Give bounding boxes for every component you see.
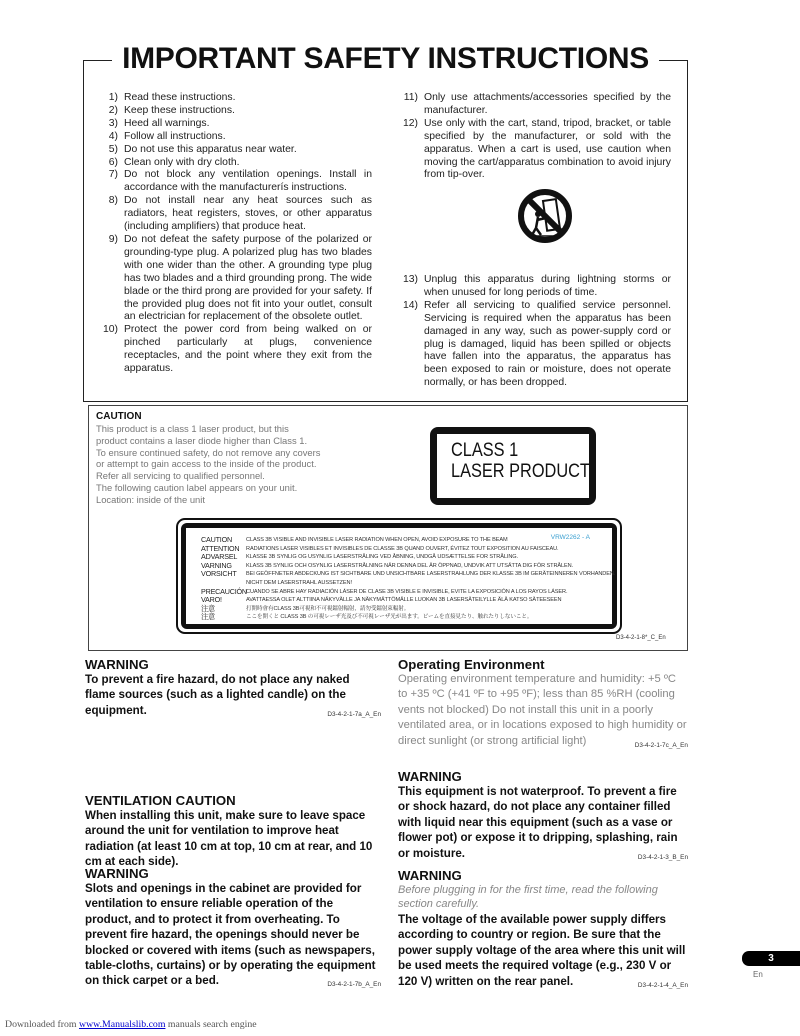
laser-caution-label	[176, 518, 622, 634]
label-language: 注意	[201, 603, 215, 613]
instruction-text: Do not use this apparatus near water.	[124, 143, 297, 155]
warning-water-body: This equipment is not waterproof. To prevent a fire or shock hazard, do not place any container filled with liquid near this equipment (such as a vase or flower pot) or expose it to dripping, splashing, rain or moisture. D3-4-2-1-3_B_En	[398, 784, 688, 865]
reference-code: D3-4-2-1-3_B_En	[637, 853, 688, 861]
instruction-number: 1)	[108, 92, 118, 103]
instruction-item	[398, 300, 671, 390]
label-language: ADVARSEL	[201, 552, 238, 562]
label-row	[201, 536, 606, 545]
instruction-text: Heed all warnings.	[124, 117, 210, 129]
instruction-text: Read these instructions.	[124, 92, 236, 103]
label-message: BEI GEÖFFNETER ABDECKUNG IST SICHTBARE UND UNSICHTBARE LASERSTRAHLUNG DER KLASSE 3B IM GERÄTEINNEREN VORHANDEN.	[246, 571, 616, 578]
instruction-item	[98, 92, 372, 105]
warning-voltage-body: The voltage of the available power supply differs according to country or region. Be sure that the power supply voltage of the area where this unit will be used meets the required voltage (e.g., 230 V or 120 V) written on the rear panel. D3-4-2-1-4_A_En	[398, 912, 688, 993]
instruction-number: 13)	[402, 274, 418, 285]
instruction-text: Do not install near any heat sources such as radiators, heat registers, stoves, or other apparatus (including amplifiers) that produce heat.	[124, 195, 372, 233]
class-1-laser-product-label: CLASS 1 LASER PRODUCT	[430, 427, 596, 505]
label-message: ここを開くと CLASS 3B の可視レーザ光及び不可視レーザ光が出ます。ビームを直接見たり、触れたりしないこと。	[246, 614, 533, 621]
instruction-number: 7)	[108, 169, 118, 181]
instruction-item	[98, 144, 372, 157]
instruction-number: 2)	[108, 104, 118, 116]
instruction-text: Use only with the cart, stand, tripod, bracket, or table specified by the manufacturer, or sold with the apparatus. When a cart is used, use caution when moving the cart/apparatus combination to avoid injury from tip-over.	[424, 117, 671, 181]
label-message: CLASS 3B VISIBLE AND INVISIBLE LASER RADIATION WHEN OPEN, AVOID EXPOSURE TO THE BEAM	[246, 537, 508, 543]
instruction-number: 14)	[402, 299, 418, 311]
ventilation-caution-heading: VENTILATION CAUTION	[85, 793, 236, 808]
reference-code: D3-4-2-1-8*_C_En	[616, 635, 666, 641]
warning-fire-heading: WARNING	[85, 657, 149, 672]
reference-code: D3-4-2-1-7a_A_En	[327, 710, 381, 718]
instruction-item	[98, 105, 372, 118]
instruction-text: Refer all servicing to qualified service personnel. Servicing is required when the apparatus has been damaged in any way, such as power-supply cord or plug is damaged, liquid has been spilled or objects have fallen into the apparatus, the apparatus has been exposed to rain or moisture, does not operate normally, or has been dropped.	[424, 299, 671, 389]
label-row	[201, 562, 606, 571]
instruction-number: 5)	[108, 143, 118, 155]
instruction-text: Protect the power cord from being walked on or pinched particularly at plugs, convenience receptacles, and the point where they exit from the apparatus.	[124, 324, 372, 375]
label-message: 打開時會有CLASS 3B可視和不可視鐳射輻射，請勿受鐳射束輻射。	[246, 605, 410, 612]
label-code: VRW2262 - A	[550, 534, 590, 541]
instruction-item	[398, 118, 671, 183]
reference-code: D3-4-2-1-4_A_En	[637, 981, 688, 989]
instruction-number: 9)	[108, 233, 118, 245]
instruction-number: 4)	[108, 130, 118, 142]
instruction-text: Do not block any ventilation openings. Install in accordance with the manufacturerís instructions.	[124, 169, 372, 194]
manualslib-link[interactable]: www.Manualslib.com	[79, 1019, 166, 1030]
instruction-item	[98, 195, 372, 234]
page-title: IMPORTANT SAFETY INSTRUCTIONS	[83, 42, 688, 76]
instruction-number: 11)	[403, 92, 418, 103]
warning-slots-heading: WARNING	[85, 866, 149, 881]
label-message: AVATTAESSA OLET ALTTIINA NÄKYVÄLLE JA NÄKYMÄTTÖMÄLLE LUOKAN 3B LASERSÄTEILYLLE ÄLÄ KATSO SÄTEESEEN	[246, 597, 562, 604]
label-message: KLASSE 3B SYNLIG OG USYNLIG LASERSTRÅLING VED ÅBNING, UNDGÅ UDSÆTTELSE FOR STRÅLING.	[246, 554, 518, 561]
operating-environment-body: Operating environment temperature and humidity: +5 ºC to +35 ºC (+41 ºF to +95 ºF); less than 85 %RH (cooling vents not blocked) Do not install this unit in a poorly ventilated area, or in locations exposed to high humidity or direct sunlight (or strong artificial light) D3-4-2-1-7c_A_En	[398, 672, 688, 753]
label-row	[201, 553, 606, 562]
footer: Downloaded from www.Manualslib.com manuals search engine	[5, 1019, 257, 1030]
label-language: 注意	[201, 612, 215, 622]
caution-text: This product is a class 1 laser product, but this product contains a laser diode higher than Class 1. To ensure continued safety, do not remove any covers or attempt to gain access to the inside of the product. Refer all servicing to qualified personnel. The following caution label appears on your unit. Location: inside of the unit	[96, 423, 321, 505]
instruction-number: 12)	[402, 117, 418, 129]
instruction-text: Unplug this apparatus during lightning storms or when unused for long periods of time.	[424, 274, 671, 298]
instruction-item	[98, 234, 372, 324]
label-row	[201, 579, 606, 588]
instruction-item	[98, 324, 372, 376]
label-language: CAUTION	[201, 535, 232, 544]
label-message: NICHT DEM LASERSTRAHL AUSSETZEN!	[246, 579, 352, 586]
instruction-number: 6)	[108, 156, 118, 168]
reference-code: D3-4-2-1-7b_A_En	[327, 981, 381, 989]
instruction-number: 8)	[108, 195, 118, 207]
instruction-text: Only use attachments/accessories specified by the manufacturer.	[424, 92, 671, 116]
label-message: RADIATIONS LASER VISIBLES ET INVISIBLES DE CLASSE 3B QUAND OUVERT, ÉVITEZ TOUT EXPOSITION AU FAISCEAU.	[246, 545, 559, 552]
instruction-text: Clean only with dry cloth.	[124, 156, 240, 168]
label-row	[201, 605, 606, 614]
instruction-text: Keep these instructions.	[124, 104, 235, 116]
instructions-list-right-bottom	[398, 274, 671, 390]
label-language: PRECAUCIÓN	[201, 586, 247, 596]
instruction-text: Do not defeat the safety purpose of the polarized or grounding-type plug. A polarized plug has two blades with one wider than the other. A grounding type plug has two blades and a third grounding prong. The wide blade or the third prong are provided for your safety. If the provided plug does not fit into your outlet, consult an electrician for replacement of the obsolete outlet.	[124, 233, 372, 323]
instructions-list-right-top	[398, 92, 671, 182]
instruction-number: 10)	[102, 324, 118, 336]
label-rows	[201, 535, 616, 622]
instruction-text: Follow all instructions.	[124, 130, 226, 142]
operating-environment-heading: Operating Environment	[398, 657, 545, 672]
warning-slots-body: Slots and openings in the cabinet are provided for ventilation to ensure reliable operation of the product, and to protect it from overheating. To prevent fire hazard, the openings should never be blocked or covered with items (such as newspapers, table-cloths, curtains) or by operating the equipment on thick carpet or a bed. D3-4-2-1-7b_A_En	[85, 881, 381, 993]
warning-water-heading: WARNING	[398, 769, 462, 784]
label-language: VARO!	[201, 595, 222, 605]
cart-tip-over-warning-icon	[517, 188, 573, 244]
instruction-item	[98, 169, 372, 195]
label-row	[201, 613, 606, 622]
instructions-list-left	[98, 92, 372, 376]
ventilation-caution-body: When installing this unit, make sure to leave space around the unit for ventilation to improve heat radiation (at least 10 cm at top, 10 cm at rear, and 10 cm at each side).	[85, 809, 373, 869]
instruction-number: 3)	[108, 117, 118, 129]
warning-fire-body: To prevent a fire hazard, do not place any naked flame sources (such as a lighted candle) on the equipment. D3-4-2-1-7a_A_En	[85, 672, 381, 722]
warning-voltage-intro: Before plugging in for the first time, read the following section carefully.	[398, 884, 658, 911]
reference-code: D3-4-2-1-7c_A_En	[634, 741, 688, 749]
label-language: ATTENTION	[201, 543, 240, 553]
label-language: VORSICHT	[201, 569, 237, 579]
instruction-item	[98, 118, 372, 131]
instruction-item	[98, 131, 372, 144]
label-language: VARNING	[201, 560, 232, 570]
label-message: CUANDO SE ABRE HAY RADIACIÓN LÁSER DE CLASE 3B VISIBLE E INVISIBLE, EVITE LA EXPOSICIÓN A LOS RAYOS LÁSER.	[246, 588, 568, 595]
caution-heading: CAUTION	[96, 411, 142, 422]
label-row	[201, 545, 606, 554]
label-row	[201, 588, 606, 597]
label-row	[201, 569, 616, 579]
label-row	[201, 596, 606, 605]
instruction-item	[398, 92, 671, 118]
instruction-item	[398, 274, 671, 300]
instruction-item	[98, 157, 372, 170]
label-message: KLASS 3B SYNLIG OCH OSYNLIG LASERSTRÅLNING NÄR DENNA DEL ÄR ÖPPNAD, UNDVIK ATT UTSÄTTA DIG FÖR STRÅLEN.	[246, 562, 574, 569]
page-language: En	[753, 970, 763, 979]
warning-voltage-heading: WARNING	[398, 868, 462, 883]
page-number: 3	[742, 951, 800, 966]
